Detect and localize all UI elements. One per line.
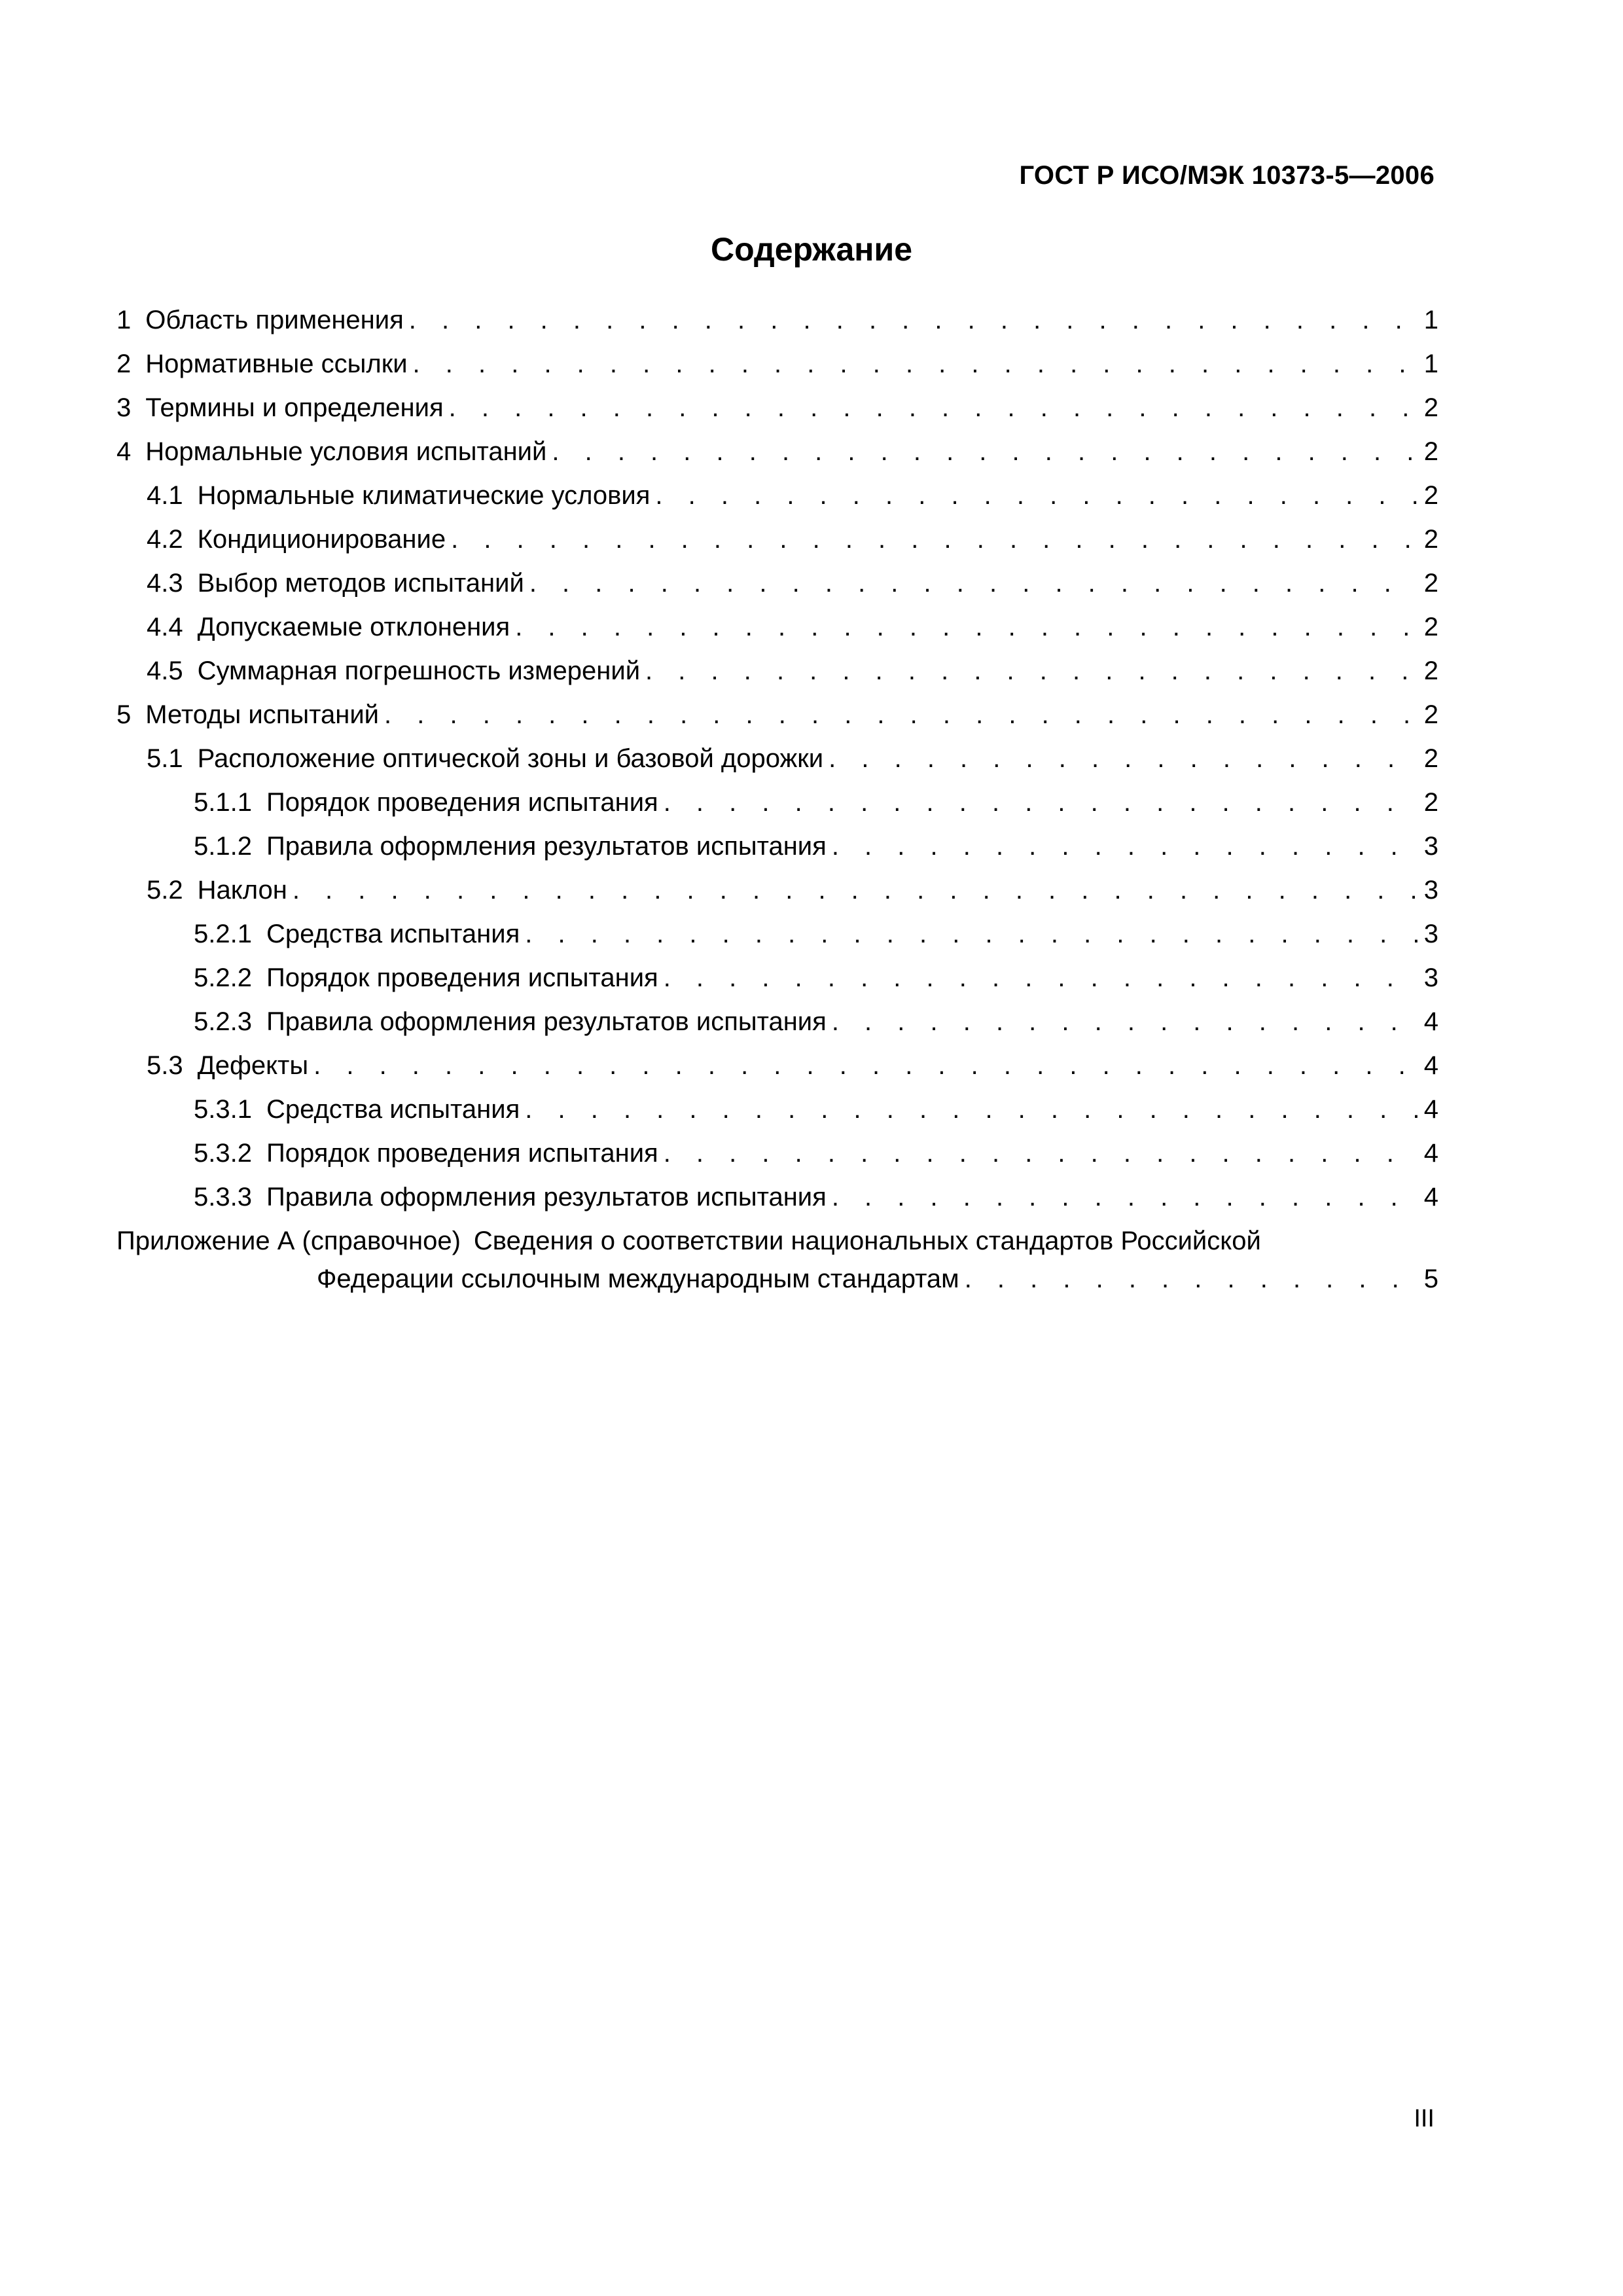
toc-entry-title: Методы испытаний	[145, 700, 380, 729]
toc-entry-title: Средства испытания	[266, 1095, 520, 1124]
toc-dot-leader	[965, 1260, 1418, 1298]
toc-entry[interactable]	[116, 825, 1438, 869]
toc-entry-title: Наклон	[197, 876, 287, 905]
toc-entry-number: 5.1.1	[194, 788, 252, 817]
toc-entry[interactable]	[116, 518, 1438, 562]
toc-entry-page: 3	[1423, 832, 1438, 861]
page-number: III	[1414, 2105, 1435, 2132]
toc-entry-number: 5	[116, 700, 132, 729]
toc-title: Содержание	[710, 231, 913, 268]
toc-entry-number: 4.3	[147, 569, 183, 598]
toc-entry[interactable]	[116, 649, 1438, 693]
toc-dot-leader	[829, 737, 1418, 781]
toc-dot-leader	[384, 693, 1418, 737]
toc-entry[interactable]	[116, 386, 1438, 430]
toc-entry-page: 2	[1423, 613, 1438, 641]
toc-dot-leader	[552, 430, 1418, 474]
toc-dot-leader	[525, 912, 1418, 956]
toc-entry-title: Суммарная погрешность измерений	[197, 656, 641, 685]
toc-entry-page: 4	[1423, 1183, 1438, 1211]
document-header: ГОСТ Р ИСО/МЭК 10373-5—2006	[1019, 161, 1435, 190]
toc-entry[interactable]	[116, 869, 1438, 912]
toc-entry-page: 2	[1423, 437, 1438, 466]
toc-entry-page: 2	[1423, 744, 1438, 773]
toc-entry-page: 4	[1423, 1051, 1438, 1080]
toc-annex-line-1[interactable]	[116, 1222, 1438, 1260]
toc-entry[interactable]	[116, 1000, 1438, 1044]
toc-entry-number: 5.2.1	[194, 920, 252, 948]
toc-entries	[116, 298, 1438, 1219]
toc-dot-leader	[832, 1000, 1418, 1044]
toc-entry-page: 2	[1423, 481, 1438, 510]
toc-entry-page: 2	[1423, 700, 1438, 729]
toc-entry-title: Правила оформления результатов испытания	[266, 1183, 827, 1211]
toc-entry[interactable]	[116, 562, 1438, 605]
toc-dot-leader	[515, 605, 1418, 649]
toc-entry[interactable]	[116, 1132, 1438, 1175]
toc-dot-leader	[409, 298, 1418, 342]
toc-entry-title: Нормальные условия испытаний	[145, 437, 547, 466]
toc-entry-page: 2	[1423, 656, 1438, 685]
toc-entry-title: Дефекты	[197, 1051, 309, 1080]
toc-entry-page: 1	[1423, 306, 1438, 334]
toc-entry-number: 4	[116, 437, 132, 466]
toc-entry-number: 5.3.3	[194, 1183, 252, 1211]
toc-entry-number: 5.2.2	[194, 963, 252, 992]
toc-entry-page: 2	[1423, 788, 1438, 817]
toc-entry-number: 4.1	[147, 481, 183, 510]
toc-annex-text-2: Федерации ссылочным международным стандартам	[317, 1265, 959, 1293]
toc-entry[interactable]	[116, 605, 1438, 649]
toc-entry-page: 2	[1423, 525, 1438, 554]
toc-annex-label: Приложение А (справочное)	[116, 1227, 461, 1255]
toc-entry-number: 5.3.2	[194, 1139, 252, 1168]
toc-entry[interactable]	[116, 1088, 1438, 1132]
toc-entry-number: 4.2	[147, 525, 183, 554]
toc-entry[interactable]	[116, 956, 1438, 1000]
toc-dot-leader	[529, 562, 1418, 605]
toc-entry-number: 2	[116, 350, 132, 378]
toc-dot-leader	[655, 474, 1418, 518]
toc-annex-text-1: Сведения о соответствии национальных стандартов Российской	[473, 1227, 1261, 1255]
toc-entry-number: 4.5	[147, 656, 183, 685]
toc-entry-title: Правила оформления результатов испытания	[266, 1007, 827, 1036]
toc-entry-title: Термины и определения	[145, 393, 444, 422]
toc-entry[interactable]	[116, 474, 1438, 518]
toc-dot-leader	[832, 825, 1418, 869]
toc-annex-line-2[interactable]	[116, 1260, 1438, 1298]
toc-entry-number: 5.2.3	[194, 1007, 252, 1036]
toc-entry-title: Расположение оптической зоны и базовой дорожки	[197, 744, 824, 773]
toc-entry-number: 1	[116, 306, 132, 334]
toc-entry-title: Средства испытания	[266, 920, 520, 948]
toc-entry-page: 2	[1423, 569, 1438, 598]
toc-entry-title: Порядок проведения испытания	[266, 963, 658, 992]
toc-entry-page: 4	[1423, 1139, 1438, 1168]
toc-dot-leader	[413, 342, 1418, 386]
toc-entry[interactable]	[116, 430, 1438, 474]
toc-entry[interactable]	[116, 737, 1438, 781]
toc-dot-leader	[451, 518, 1418, 562]
toc-dot-leader	[664, 956, 1418, 1000]
toc-entry-title: Порядок проведения испытания	[266, 1139, 658, 1168]
toc-entry-title: Нормальные климатические условия	[197, 481, 651, 510]
toc-dot-leader	[449, 386, 1418, 430]
toc-entry[interactable]	[116, 1044, 1438, 1088]
toc-dot-leader	[645, 649, 1418, 693]
toc-entry-title: Область применения	[145, 306, 404, 334]
toc-dot-leader	[664, 1132, 1418, 1175]
toc-entry[interactable]	[116, 298, 1438, 342]
toc-entry-page: 3	[1423, 876, 1438, 905]
toc-entry-number: 3	[116, 393, 132, 422]
toc-entry-number: 5.2	[147, 876, 183, 905]
toc-dot-leader	[313, 1044, 1418, 1088]
toc-annex-page: 5	[1423, 1265, 1438, 1293]
toc-entry[interactable]	[116, 1175, 1438, 1219]
table-of-contents	[116, 298, 1438, 1298]
toc-dot-leader	[525, 1088, 1418, 1132]
toc-entry-page: 4	[1423, 1007, 1438, 1036]
toc-entry-page: 2	[1423, 393, 1438, 422]
toc-dot-leader	[664, 781, 1418, 825]
toc-entry-number: 5.3	[147, 1051, 183, 1080]
toc-entry-number: 4.4	[147, 613, 183, 641]
toc-entry-title: Выбор методов испытаний	[197, 569, 524, 598]
toc-entry-title: Допускаемые отклонения	[197, 613, 510, 641]
toc-entry-page: 4	[1423, 1095, 1438, 1124]
toc-entry-page: 3	[1423, 963, 1438, 992]
toc-dot-leader	[832, 1175, 1418, 1219]
toc-entry[interactable]	[116, 693, 1438, 737]
toc-entry-title: Правила оформления результатов испытания	[266, 832, 827, 861]
toc-entry-title: Кондиционирование	[197, 525, 446, 554]
toc-entry[interactable]	[116, 781, 1438, 825]
toc-entry[interactable]	[116, 342, 1438, 386]
toc-entry-title: Порядок проведения испытания	[266, 788, 658, 817]
toc-entry-page: 1	[1423, 350, 1438, 378]
toc-entry-title: Нормативные ссылки	[145, 350, 408, 378]
toc-entry-number: 5.3.1	[194, 1095, 252, 1124]
toc-entry-page: 3	[1423, 920, 1438, 948]
toc-entry-number: 5.1.2	[194, 832, 252, 861]
toc-dot-leader	[293, 869, 1418, 912]
toc-entry-number: 5.1	[147, 744, 183, 773]
toc-entry[interactable]	[116, 912, 1438, 956]
